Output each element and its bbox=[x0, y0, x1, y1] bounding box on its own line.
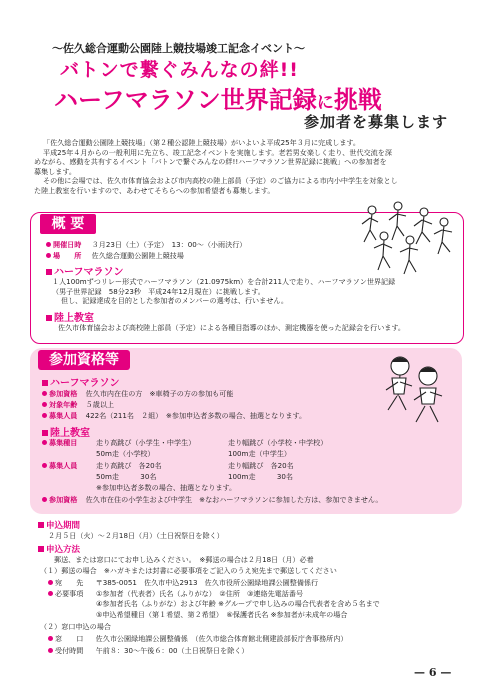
title-main: ハーフマラソン世界記録 bbox=[54, 86, 317, 114]
bullet-icon bbox=[48, 591, 53, 596]
events-label: 募集種目 bbox=[42, 438, 77, 448]
bullet-icon bbox=[46, 242, 51, 247]
required-line: ④参加者氏名（ふりがな）および年齢 ※グループで申し込みの場合代表者を含め５名まで bbox=[96, 599, 380, 609]
bullet-icon bbox=[42, 391, 47, 396]
bullet-icon bbox=[42, 413, 47, 418]
place-label: 場 所 bbox=[53, 251, 82, 260]
hours-row: 受付時間 午前８：30〜午後６：00（土日祝祭日を除く） bbox=[48, 646, 248, 656]
marathon-text bbox=[52, 277, 395, 306]
method-intro: 郵送、または窓口にてお申し込みください。 ※郵送の場合は２月18日（月）必着 bbox=[54, 555, 314, 564]
qual-row: 参加資格 佐久市内在住の方 ※車椅子の方の参加も可能 bbox=[42, 389, 233, 399]
qualification-heading: 参加資格等 bbox=[38, 350, 130, 370]
bullet-icon bbox=[46, 253, 51, 258]
intro-text bbox=[34, 138, 398, 196]
capacity-label: 募集人員 bbox=[42, 461, 77, 471]
capacity-note: ※参加申込者多数の場合、抽選となります。 bbox=[96, 483, 237, 492]
intro-line: 「佐久総合運動公園陸上競技場」（第２種公認陸上競技場）がいよいよ平成25年３月に完成します。 bbox=[43, 138, 361, 147]
capacity-cell: 50m走 30名 bbox=[96, 472, 157, 481]
title-challenge: 挑戦 bbox=[333, 86, 382, 114]
period-value: ２月５日（火）〜２月18日（月）（土日祝祭日を除く） bbox=[48, 531, 224, 540]
required-label: 必要事項 bbox=[48, 589, 83, 599]
capacity-cell: 100m走 30名 bbox=[228, 472, 293, 481]
bullet-icon bbox=[42, 463, 47, 468]
bullet-icon bbox=[42, 440, 47, 445]
page-subtitle: 参加者を募集します bbox=[303, 113, 448, 131]
required-lines bbox=[96, 589, 380, 620]
required-line: ①参加者（代表者）氏名（ふりがな） ②住所 ③連絡先電話番号 bbox=[96, 589, 304, 598]
intro-line: た陸上教室を行いますので、あわせてそちらへの参加希望者も募集します。 bbox=[34, 185, 275, 195]
kids-running-illustration bbox=[370, 352, 458, 436]
qual-class-heading: 陸上教室 bbox=[42, 424, 90, 439]
mail-heading: （１）郵送の場合 ※ハガキまたは封書に必要事項をご記入のうえ宛先まで郵送してください bbox=[40, 566, 337, 575]
marathon-line: 但し、記録達成を目的とした参加者のメンバーの選考は、行いません。 bbox=[61, 296, 288, 306]
title-line-2 bbox=[54, 80, 382, 115]
events-cell: 100m走（中学生） bbox=[228, 449, 292, 458]
square-icon bbox=[42, 380, 48, 386]
square-icon bbox=[42, 430, 48, 436]
bullet-icon bbox=[48, 580, 53, 585]
title-particle: に bbox=[316, 93, 334, 113]
intro-line: 募集します。 bbox=[34, 166, 76, 176]
marathon-line: １人100mずつリレー形式でハーフマラソン（21.0975km）を合計211人で走り、ハーフマラソン世界記録 bbox=[52, 277, 396, 286]
square-icon bbox=[38, 546, 44, 552]
square-icon bbox=[46, 269, 52, 275]
overview-heading: 概 要 bbox=[40, 214, 96, 234]
marathon-line: （男子世界記録 58分23秒 平成24年12月現在）に挑戦します。 bbox=[52, 286, 265, 296]
intro-line: その他に会場では、佐久市体育協会および市内高校の陸上部員（予定）のご協力による市内小中学生を対象とし bbox=[43, 176, 398, 186]
counter-heading: （２）窓口申込の場合 bbox=[40, 622, 111, 631]
page-number: — 6 — bbox=[414, 666, 452, 679]
bullet-icon bbox=[48, 648, 53, 653]
capacity-cell: 走り高跳び 各20名 bbox=[96, 461, 162, 470]
qual-row: 募集人員 422名（211名 ２組） ※参加申込者多数の場合、抽選となります。 bbox=[42, 411, 306, 421]
events-cell: 走り高跳び（小学生・中学生） bbox=[96, 438, 196, 447]
date-row bbox=[46, 240, 246, 250]
to-row: 宛 先 〒385-0051 佐久市中込2913 佐久市役所公園緑地課公園整備係行 bbox=[48, 578, 318, 588]
square-icon bbox=[38, 522, 44, 528]
square-icon bbox=[46, 315, 52, 321]
intro-line: めながら、感動を共有するイベント「バトンで繋ぐみんなの絆!!ハーフマラソン世界記録に挑戦」への参加者を bbox=[34, 157, 387, 167]
class-heading: 陸上教室 bbox=[46, 309, 94, 324]
bullet-icon bbox=[42, 497, 47, 502]
events-cell: 走り幅跳び（小学校・中学校） bbox=[228, 438, 328, 447]
events-cell: 50m走（小学校） bbox=[96, 449, 155, 458]
class-text: 佐久市体育協会および高校陸上部員（予定）による各種目指導のほか、測定機器を使った記録会を行います。 bbox=[58, 323, 406, 332]
title-line-1: バトンで繋ぐみんなの絆!! bbox=[60, 59, 299, 81]
date-value: ３月23日（土）（予定） 13：00〜（小雨決行） bbox=[91, 240, 247, 249]
qual-row: 対象年齢 ５歳以上 bbox=[42, 400, 114, 410]
eligibility-row: 参加資格 佐久市在住の小学生および中学生 ※なおハーフマラソンに参加した方は、参加できません。 bbox=[42, 495, 383, 505]
capacity-cell: 走り幅跳び 各20名 bbox=[228, 461, 294, 470]
period-heading: 申込期間 bbox=[38, 519, 80, 531]
bullet-icon bbox=[42, 402, 47, 407]
runners-illustration bbox=[352, 196, 462, 288]
place-row bbox=[46, 251, 184, 261]
marathon-heading: ハーフマラソン bbox=[46, 263, 124, 278]
intro-line: 平成25年４月からの一般利用に先立ち、竣工記念イベントを実施します。老若男女楽しく走り、世代交流を深 bbox=[43, 147, 392, 157]
method-heading: 申込方法 bbox=[38, 543, 80, 555]
place-value: 佐久総合運動公園陸上競技場 bbox=[91, 251, 184, 260]
date-label: 開催日時 bbox=[53, 240, 82, 249]
event-kicker: 〜佐久総合運動公園陸上競技場竣工記念イベント〜 bbox=[52, 42, 305, 55]
qual-marathon-heading: ハーフマラソン bbox=[42, 374, 120, 389]
required-line: ⑤申込希望種目（第１希望、第２希望） ⑥保護者氏名 ※参加者が未成年の場合 bbox=[96, 609, 348, 619]
bullet-icon bbox=[48, 636, 53, 641]
counter-row: 窓 口 佐久市公園緑地課公園整備係 （佐久市総合体育館北側建設部仮庁舎事務所内） bbox=[48, 634, 347, 644]
